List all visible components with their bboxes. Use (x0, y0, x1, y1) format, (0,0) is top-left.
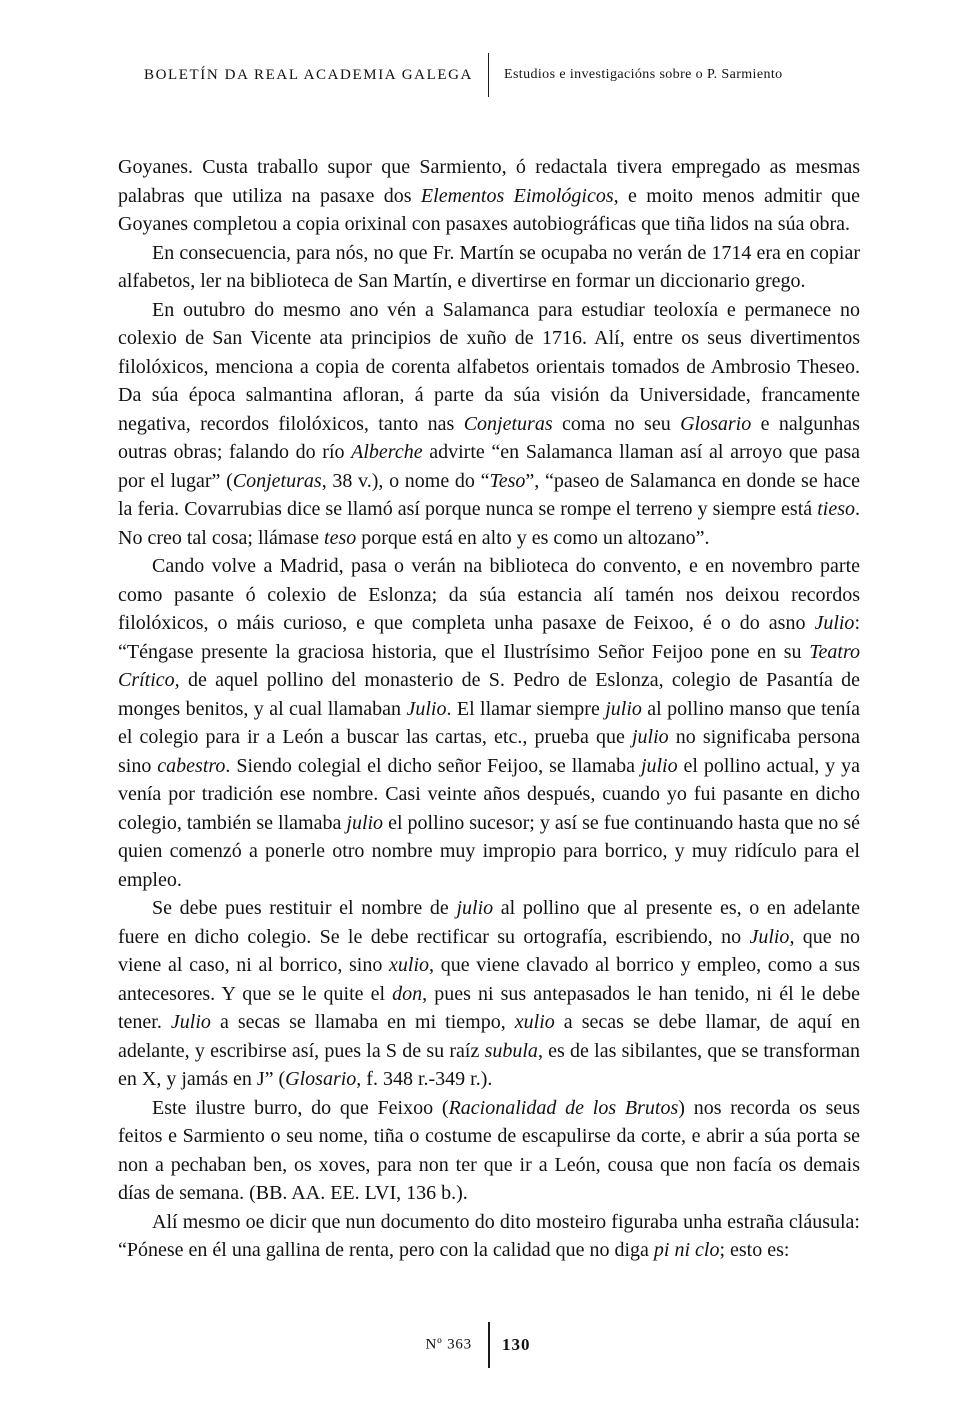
paragraph (118, 1094, 860, 1208)
italic-run: Julio (170, 1011, 211, 1033)
text-run: ”, “paseo de Salamanca en donde se hace la feria. Covarrubias dice se llamó así porque nunca se rompe el terreno y siempre está (118, 469, 861, 520)
italic-run: teso (324, 526, 357, 549)
italic-run: julio (346, 811, 384, 834)
header-divider (488, 53, 489, 97)
text-run: Cando volve a Madrid, pasa o verán na biblioteca do convento, e en novembro parte como pasante ó colexio de Eslonza; da súa estancia alí tamén nos deixou recordos filolóxicos, o máis curioso, e que completa unha pasaxe de Feixoo, é o do asno (118, 555, 860, 634)
text-run: Goyanes. Custa traballo supor que Sarmiento, ó redactala tivera empregado as mesmas palabras que utiliza na pasaxe dos (118, 156, 860, 207)
italic-run: julio (456, 897, 494, 919)
paragraph (118, 1208, 860, 1265)
italic-run: Julio (814, 612, 855, 634)
italic-run: Alberche (351, 441, 423, 463)
text-run: porque está en alto y es como un altozano”. (356, 526, 710, 549)
body-text (118, 153, 860, 1265)
text-run: , que no viene al caso, ni al borrico, sino (118, 925, 860, 976)
italic-run: Teso (489, 469, 526, 492)
text-run: En consecuencia, para nós, no que Fr. Martín se ocupaba no verán de 1714 era en copiar alfabetos, ler na biblioteca de San Martín, e divertirse en formar un diccionario grego. (118, 241, 860, 292)
text-run: , 38 v.), o nome do “ (321, 469, 490, 492)
text-run: En outubro do mesmo ano vén a Salamanca para estudiar teoloxía e permanece no colexio de San Vicente ata principios de xuño de 1716. Alí, entre os seus divertimentos filolóxicos, menciona a copia de corenta alfabetos orientais tomados de Ambrosio Theseo. Da súa época salmantina afloran, á parte da súa visión da Universidade, francamente negativa, recordos filolóxicos, tanto nas (118, 298, 860, 435)
italic-run: julio (632, 726, 669, 748)
text-run: Alí mesmo oe dicir que nun documento do dito mosteiro figuraba unha estraña cláusula: “Pónese en él una gallina de renta, pero con la calidad que no diga (118, 1210, 860, 1261)
paragraph (118, 552, 860, 894)
text-run: a secas se llamaba en mi tiempo, (210, 1011, 515, 1033)
text-run: a secas se debe llamar, de aquí en adelante, y escribirse así, pues la S de su raíz (118, 1011, 860, 1062)
text-run: . El llamar siempre (446, 697, 606, 720)
italic-run: Glosario (680, 412, 752, 435)
issue-number: Nº 363 (425, 1336, 472, 1353)
italic-run: Teatro Crítico, (118, 640, 860, 691)
text-run: , es de las sibilantes, que se transforman en X, y jamás en J” ( (118, 1039, 860, 1090)
running-header (0, 53, 975, 97)
text-run: ; esto es: (719, 1239, 790, 1261)
text-run: , e moito menos admitir que Goyanes completou a copia orixinal con pasaxes autobiográficas que tiña lidos na súa obra. (118, 184, 860, 235)
italic-run: don (392, 982, 423, 1005)
italic-run: julio (640, 754, 678, 777)
italic-run: Glosario (285, 1068, 357, 1090)
text-run: el pollino actual, y ya venía por tradición ese nombre. Casi veinte años después, cuando yo fui pasante en dicho colegio, también se llamaba (118, 754, 860, 834)
text-run: ) nos recorda os seus feitos e Sarmiento o seu nome, tiña o costume de escapulirse da corte, e abrir a súa porta se non a pechaban ben, os xoves, para non ter que ir a León, cousa que non facía os demais días de semana. (BB. AA. EE. LVI, 136 b.). (118, 1096, 861, 1204)
text-run: , f. 348 r.-349 r.). (356, 1068, 493, 1090)
text-run: al pollino que al presente es, o en adelante fuere en dicho colegio. Se le debe rectificar su ortografía, escribiendo, no (118, 897, 861, 948)
running-footer (0, 1322, 975, 1368)
italic-run: julio (605, 697, 642, 720)
paragraph (118, 153, 860, 239)
italic-run: Racionalidad de los Brutos (448, 1096, 679, 1119)
text-run: , pues ni sus antepasados le han tenido, ni él le debe tener. (118, 982, 860, 1033)
text-run: el pollino sucesor; y así se fue continuando hasta que no sé quien comenzó a ponerle otro nombre muy impropio para borrico, y muy ridículo para el empleo. (118, 811, 860, 891)
journal-title: BOLETÍN DA REAL ACADEMIA GALEGA (143, 66, 473, 83)
page-number: 130 (502, 1335, 531, 1354)
text-run: Se debe pues restituir el nombre de (152, 897, 457, 919)
italic-run: Elementos Eimológicos (420, 184, 614, 207)
italic-run: xulio (514, 1011, 555, 1033)
paragraph (118, 296, 860, 553)
text-run: : “Téngase presente la graciosa historia, que el Ilustrísimo Señor Feijoo pone en su (118, 612, 860, 663)
paragraph (118, 894, 860, 1094)
italic-run: pi ni clo (653, 1239, 720, 1261)
italic-run: Julio (406, 697, 447, 720)
italic-run: Julio (749, 925, 790, 948)
text-run: . No creo tal cosa; llámase (118, 498, 860, 549)
paragraph (118, 239, 860, 296)
italic-run: xulio (389, 954, 430, 976)
text-run: coma no seu (552, 412, 681, 435)
section-title: Estudios e investigacións sobre o P. Sarmiento (504, 67, 783, 82)
text-run: de aquel pollino del monasterio de S. Pedro de Eslonza, colegio de Pasantía de monges benitos, y al cual llamaban (118, 669, 860, 720)
text-run: e nalgunhas outras obras; falando do río (118, 412, 860, 463)
text-run: no significaba persona sino (118, 726, 860, 777)
italic-run: Conjeturas (232, 469, 322, 492)
italic-run: Conjeturas (463, 412, 553, 435)
italic-run: subula (484, 1039, 538, 1062)
text-run: al pollino manso que tenía el colegio para ir a León a buscar las cartas, etc., prueba que (118, 697, 860, 748)
footer-divider (488, 1322, 490, 1368)
text-run: advirte “en Salamanca llaman así al arroyo que pasa por el lugar” ( (118, 441, 860, 492)
italic-run: cabestro (157, 754, 226, 777)
text-run: Este ilustre burro, do que Feixoo ( (152, 1096, 449, 1119)
text-run: , que viene clavado al borrico y empleo, como a sus antecesores. Y que se le quite el (118, 954, 860, 1005)
text-run: . Siendo colegial el dicho señor Feijoo, se llamaba (225, 754, 641, 777)
italic-run: tieso (817, 498, 855, 520)
